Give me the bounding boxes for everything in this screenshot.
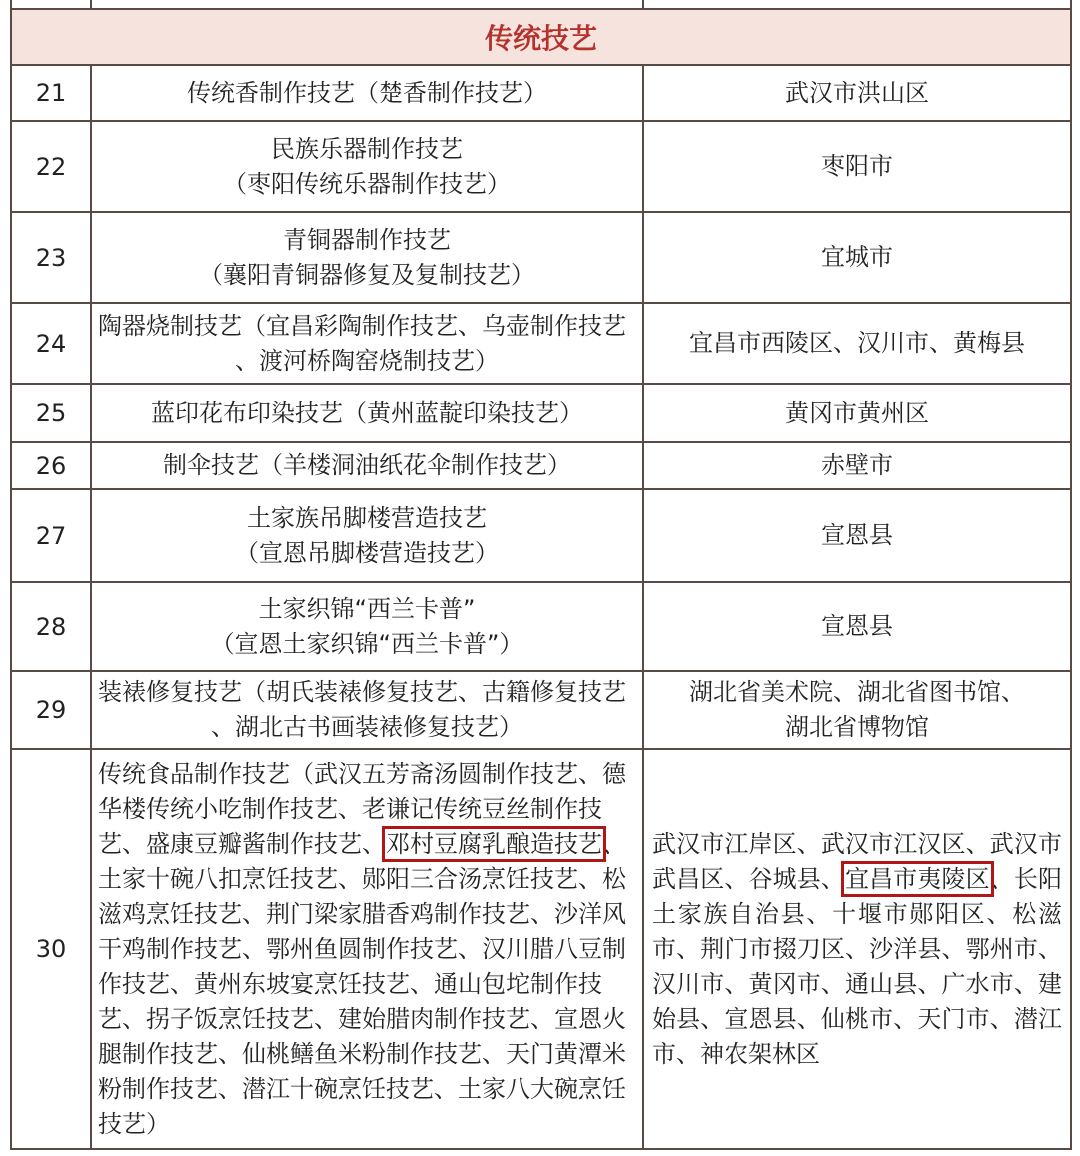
item-location [643,749,1071,1149]
item-location-line: 湖北省美术院、湖北省图书馆、 [689,678,1025,706]
row-number: 22 [11,121,91,212]
item-name-line: 土家织锦“西兰卡普” [258,594,476,623]
item-location: 赤壁市 [643,442,1071,489]
item-name [91,303,643,384]
highlighted-item-name: 邓村豆腐乳酿造技艺 [386,829,602,858]
item-name: 蓝印花布印染技艺（黄州蓝靛印染技艺） [91,384,643,442]
item-location: 宣恩县 [643,489,1071,582]
item-name-line: 装裱修复技艺（胡氏装裱修复技艺、古籍修复技艺 [98,678,626,706]
item-name-part: 、土家十碗八扣烹饪技艺、郧阳三合汤烹饪技艺、松滋鸡烹饪技艺、荆门梁家腊香鸡制作技艺、沙洋风干鸡制作技艺、鄂州鱼圆制作技艺、汉川腊八豆制作技艺、黄州东坡宴烹饪技艺、通山包坨制作技艺、拐子饭烹饪技艺、建始腊肉制作技艺、宣恩火腿制作技艺、仙桃鳝鱼米粉制作技艺、天门黄潭米粉制作技艺、潜江十碗烹饪技艺、土家八大碗烹饪技艺） [98,829,626,1138]
row-number: 25 [11,384,91,442]
section-header-row [11,9,1071,65]
item-name-line: 陶器烧制技艺（宜昌彩陶制作技艺、乌壶制作技艺 [98,311,626,340]
item-name-line: 青铜器制作技艺 [283,225,451,254]
table-row [11,384,1071,442]
item-name-line: 、渡河桥陶窑烧制技艺） [235,346,499,375]
item-location-part: 、长阳土家族自治县、十堰市郧阳区、松滋市、荆门市掇刀区、沙洋县、鄂州市、汉川市、黄冈市、通山县、广水市、建始县、宣恩县、仙桃市、天门市、潜江市、神农架林区 [652,864,1062,1068]
heritage-table [10,0,1072,1150]
item-name [91,749,643,1149]
item-name: 传统香制作技艺（楚香制作技艺） [91,65,643,121]
table-row [11,442,1071,489]
row-number: 21 [11,65,91,121]
item-name-line: （枣阳传统乐器制作技艺） [223,169,511,198]
row-number: 26 [11,442,91,489]
row-number: 23 [11,212,91,303]
item-location: 枣阳市 [643,121,1071,212]
table-row [11,582,1071,671]
row-number: 27 [11,489,91,582]
item-name-line: （襄阳青铜器修复及复制技艺） [199,260,535,289]
table-row [11,0,1071,9]
item-location: 宜城市 [643,212,1071,303]
table-row [11,65,1071,121]
item-name [91,582,643,671]
item-name [91,121,643,212]
table-row [11,749,1071,1149]
item-location: 武汉市洪山区 [643,65,1071,121]
item-name-part: 传统食品制作技艺（武汉五芳斋汤圆制作技艺、德华楼传统小吃制作技艺、老谦记传统豆丝制作技艺、盛康豆瓣酱制作技艺、 [98,759,626,858]
item-location: 宣恩县 [643,582,1071,671]
item-location-line: 湖北省博物馆 [785,713,929,741]
table-row [11,121,1071,212]
highlighted-item-location: 宜昌市夷陵区 [845,864,990,893]
item-name-line: 民族乐器制作技艺 [271,134,463,163]
row-number: 24 [11,303,91,384]
item-location [643,671,1071,749]
table-row [11,303,1071,384]
table-row [11,671,1071,749]
table-row [11,489,1071,582]
row-number: 30 [11,749,91,1149]
row-number: 28 [11,582,91,671]
item-name-line: （宣恩土家织锦“西兰卡普”） [210,629,524,658]
item-name-line: 、湖北古书画装裱修复技艺） [211,713,523,741]
item-name-line: （宣恩吊脚楼营造技艺） [235,538,499,567]
item-location: 黄冈市黄州区 [643,384,1071,442]
table-row [11,212,1071,303]
row-number: 29 [11,671,91,749]
item-name-line: 土家族吊脚楼营造技艺 [247,503,487,532]
item-name [91,671,643,749]
item-name [91,489,643,582]
section-title: 传统技艺 [11,9,1071,65]
item-location: 宜昌市西陵区、汉川市、黄梅县 [643,303,1071,384]
item-location-part: 武汉市江岸区、武汉市江汉区、武汉市武昌区、谷城县、 [652,829,1062,893]
item-name [91,212,643,303]
item-name: 制伞技艺（羊楼洞油纸花伞制作技艺） [91,442,643,489]
